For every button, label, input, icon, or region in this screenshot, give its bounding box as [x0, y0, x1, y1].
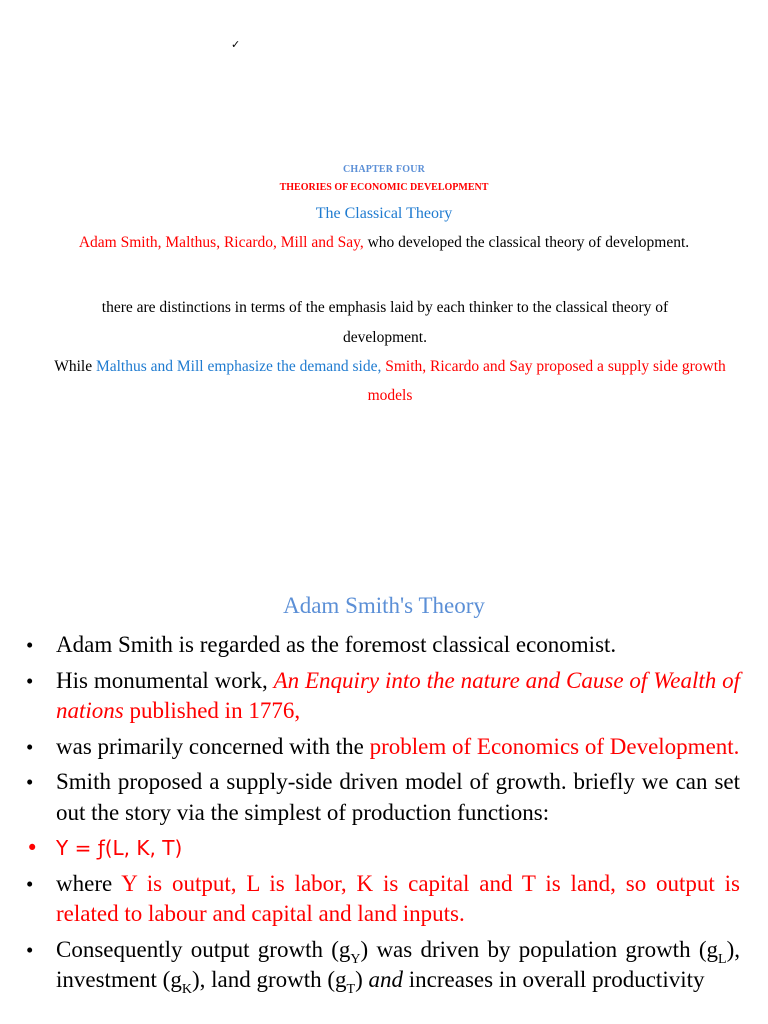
bullet-text: was primarily concerned with the [56, 733, 370, 759]
supply-side-text: Smith, Ricardo and Say proposed a supply side growth models [367, 358, 726, 404]
list-item [24, 935, 740, 996]
chapter-title: THEORIES OF ECONOMIC DEVELOPMENT [279, 182, 489, 193]
chapter-label: CHAPTER FOUR [342, 164, 426, 175]
bullet-icon: • [26, 836, 39, 860]
distinctions-paragraph: there are distinctions in terms of the emphasis laid by each thinker to the classical theory of development. [101, 299, 669, 346]
publication-year: published in 1776, [123, 698, 301, 723]
bullet-icon: • [26, 770, 34, 794]
smith-heading: Adam Smith's Theory [283, 593, 485, 618]
classical-heading: The Classical Theory [315, 205, 453, 222]
bullet-icon: • [26, 734, 34, 759]
bullet-icon: • [26, 668, 34, 693]
classical-economists-line [0, 234, 768, 252]
bullet-highlight: problem of Economics of Development. [369, 733, 740, 759]
bullet-text: Consequently output growth $(g_Y)$ was driven by population growth $(g_L)$, investment $(g_K)$, land growth $(g_T)$ and increases in overall productivity [56, 936, 740, 997]
bullet-highlight: Y is output, L is labor, K is capital and T is land, so output is related to labour and capital and land inputs. [56, 870, 740, 926]
list-item [24, 869, 740, 930]
bullet-icon: • [26, 937, 34, 962]
list-item [24, 630, 740, 661]
bullet-text: Adam Smith is regarded as the foremost classical economist. [56, 632, 617, 657]
bullet-icon: • [26, 633, 34, 657]
demand-side-text: Malthus and Mill emphasize the demand side, [95, 358, 382, 375]
list-item [24, 767, 740, 828]
bullet-text: His monumental work, [56, 667, 274, 693]
bullet-text: where [56, 870, 122, 896]
while-text: While [54, 358, 96, 375]
smith-bullet-list [24, 630, 740, 1001]
list-item [24, 732, 740, 763]
demand-supply-paragraph [40, 352, 740, 410]
bullet-text: Smith proposed a supply-side driven model of growth. briefly we can set out the story via the simplest of production functions: [56, 769, 740, 825]
production-function: Y = ƒ(L, K, T) [56, 836, 183, 860]
checkmark-icon: ✓ [231, 38, 241, 51]
economists-rest: who developed the classical theory of development. [363, 234, 690, 251]
bullet-icon: • [26, 871, 34, 896]
economists-names: Adam Smith, Malthus, Ricardo, Mill and Say, [78, 234, 364, 251]
list-item [24, 833, 740, 864]
list-item [24, 666, 740, 727]
book-title: An Enquiry into the nature and Cause of Wealth of nations [56, 667, 740, 723]
